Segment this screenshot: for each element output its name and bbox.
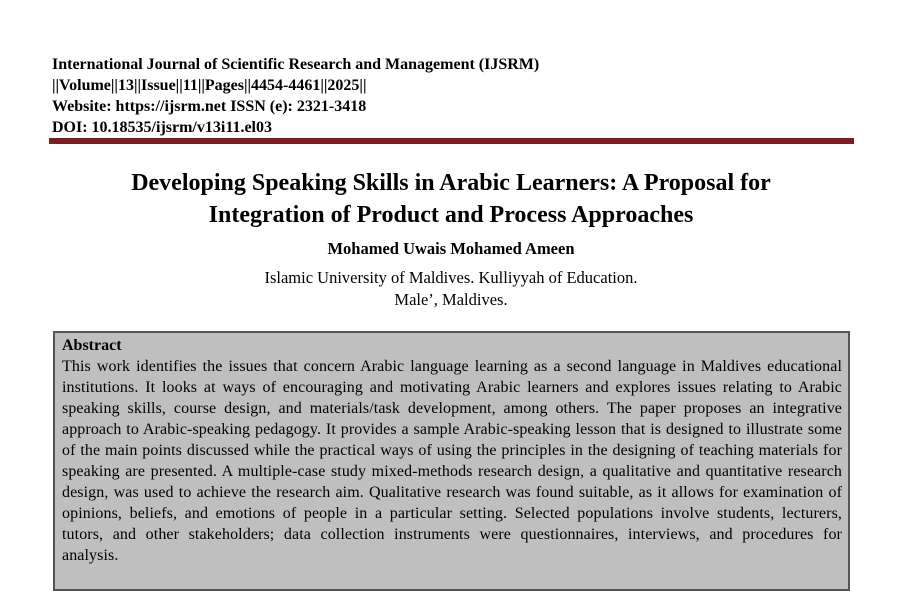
title-line-2: Integration of Product and Process Approaches	[208, 202, 694, 228]
affiliation-line-2: Male’, Maldives.	[394, 290, 508, 309]
author-affiliation	[40, 267, 862, 311]
paper-title	[40, 167, 862, 231]
header-divider	[49, 138, 854, 144]
journal-header	[52, 54, 812, 138]
author-name: Mohamed Uwais Mohamed Ameen	[327, 239, 575, 258]
website-issn-line: Website: https://ijsrm.net ISSN (e): 2321-3418	[52, 98, 367, 115]
abstract-heading: Abstract	[62, 337, 122, 354]
doi-line: DOI: 10.18535/ijsrm/v13i11.el03	[52, 119, 272, 136]
abstract-text: This work identifies the issues that concern Arabic language learning as a second language in Maldives educational institutions. It looks at ways of encouraging and motivating Arabic learners and explores issues relating to Arabic speaking skills, course design, and materials/task development, among others. The paper proposes an integrative approach to Arabic-speaking pedagogy. It provides a sample Arabic-speaking lesson that is designed to illustrate some of the main points discussed while the practical ways of using the principles in the designing of teaching materials for speaking are presented. A multiple-case study mixed-methods research design, a qualitative and quantitative research design, was used to achieve the research aim. Qualitative research was found suitable, as it allows for examination of opinions, beliefs, and emotions of people in a particular setting. Selected populations involve students, lecturers, tutors, and other stakeholders; data collection instruments were questionnaires, interviews, and procedures for analysis.	[62, 358, 842, 564]
affiliation-line-1: Islamic University of Maldives. Kulliyyah of Education.	[264, 268, 638, 287]
abstract-box	[53, 331, 850, 591]
title-line-1: Developing Speaking Skills in Arabic Learners: A Proposal for	[131, 170, 771, 196]
journal-name: International Journal of Scientific Research and Management (IJSRM)	[52, 56, 540, 73]
volume-issue-line: ||Volume||13||Issue||11||Pages||4454-4461||2025||	[52, 77, 367, 94]
